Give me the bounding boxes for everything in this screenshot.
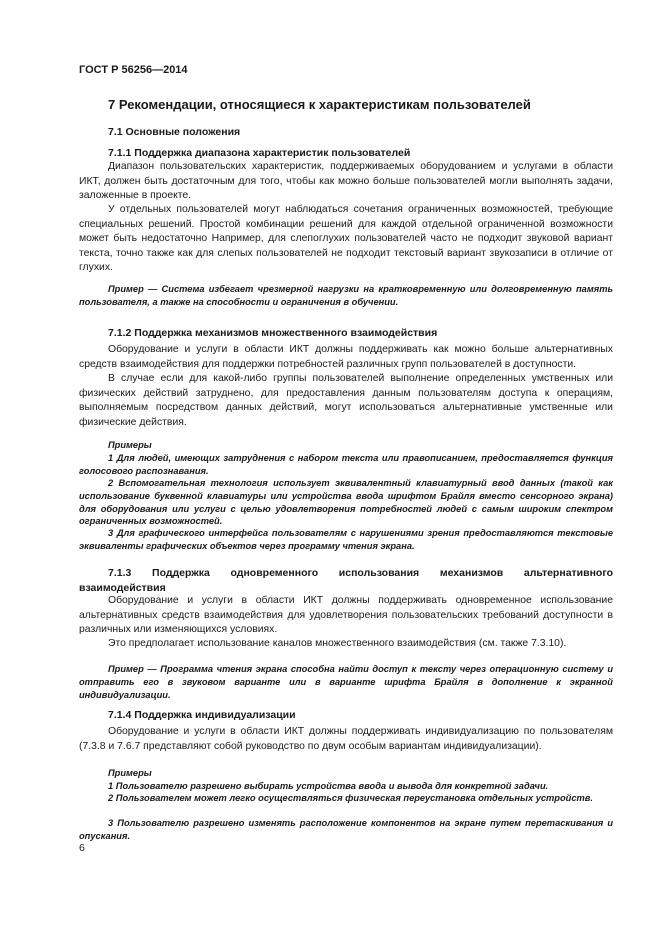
paragraph: Оборудование и услуги в области ИКТ должны поддерживать индивидуализацию по пользователям (7.3.8 и 7.6.7 представляют собой руководство по двум особым вариантам индивидуализации).: [79, 726, 613, 752]
paragraph: Оборудование и услуги в области ИКТ должны поддерживать как можно больше альтернативных средств взаимодействия для поддержки потребностей различных групп пользователей в доступности.: [79, 344, 613, 370]
paragraph: В случае если для какой-либо группы пользователей выполнение определенных умственных или физических действий затруднено, для предоставления данным пользователям доступа к операциям, выполняемым посредством данных действий, могут использоваться альтернативные умственные или физические действия.: [79, 373, 613, 428]
example-item: 1 Для людей, имеющих затруднения с набором текста или правописанием, предоставляется функция голосового распознавания.: [79, 453, 613, 476]
paragraph: Оборудование и услуги в области ИКТ должны поддерживать одновременное использование альтернативных средств взаимодействия для удовлетворения пользовательских требований доступности в различных или изменяющихся условиях.: [79, 595, 613, 635]
document-header: ГОСТ Р 56256—2014: [79, 64, 188, 76]
section-7-title: 7 Рекомендации, относящиеся к характеристикам пользователей: [108, 97, 531, 112]
examples-heading: Примеры: [108, 768, 152, 778]
example-note: Пример — Программа чтения экрана способна найти доступ к тексту через операционную систему и отправить его в звуковом варианте или в варианте шрифта Брайля в дополнение к экранной индивидуализации.: [79, 664, 613, 700]
examples-heading: Примеры: [108, 440, 152, 450]
section-7-1-2-title: 7.1.2 Поддержка механизмов множественного взаимодействия: [108, 327, 438, 339]
section-7-1-4-title: 7.1.4 Поддержка индивидуализации: [108, 709, 296, 721]
example-item: 3 Для графического интерфейса пользователям с нарушениями зрения предоставляются текстовые эквиваленты графических объектов через программу чтения экрана.: [79, 528, 613, 551]
section-7-1-1-title: 7.1.1 Поддержка диапазона характеристик пользователей: [108, 147, 411, 159]
example-item: 1 Пользователю разрешено выбирать устройства ввода и вывода для конкретной задачи.: [108, 781, 549, 791]
paragraph: Диапазон пользовательских характеристик, поддерживаемых оборудованием и услугами в области ИКТ, должен быть достаточным для того, чтобы как можно больше пользователей могли выполнять задачи, заложенные в проекте.: [79, 161, 613, 201]
example-item: 2 Вспомогательная технология использует эквивалентный клавиатурный ввод данных (такой как использование буквенной клавиатуры или устройства ввода шрифтом Брайля вместо сенсорного экрана) для оборудования или услуги с целью удовлетворения потребностей людей с самым широким спектром ограниченных возможностей.: [79, 478, 613, 527]
paragraph: У отдельных пользователей могут наблюдаться сочетания ограниченных возможностей, требующие специальных решений. Простой комбинации решений для каждой отдельной ограниченной возможности может быть недостаточно Например, для слепоглухих пользователей часто не подходит звуковой вариант текста, точно также как для слепых пользователей не подходит текстовый вариант звукозаписи в отличие от глухих.: [79, 204, 613, 273]
example-item: 2 Пользователем может легко осуществляться физическая переустановка отдельных устройств.: [108, 793, 593, 803]
example-item: 3 Пользователю разрешено изменять расположение компонентов на экране путем перетаскивания и опускания.: [79, 818, 613, 841]
section-7-1-title: 7.1 Основные положения: [108, 126, 241, 138]
example-note: Пример — Система избегает чрезмерной нагрузки на кратковременную или долговременную память пользователя, а также на способности и ограничения в обучении.: [79, 284, 613, 307]
section-7-1-3-title: 7.1.3 Поддержка одновременного использования механизмов альтернативного взаимодействия: [79, 567, 613, 594]
page-number: 6: [79, 842, 85, 854]
paragraph: Это предполагает использование каналов множественного взаимодействия (см. также 7.3.10).: [108, 638, 567, 649]
